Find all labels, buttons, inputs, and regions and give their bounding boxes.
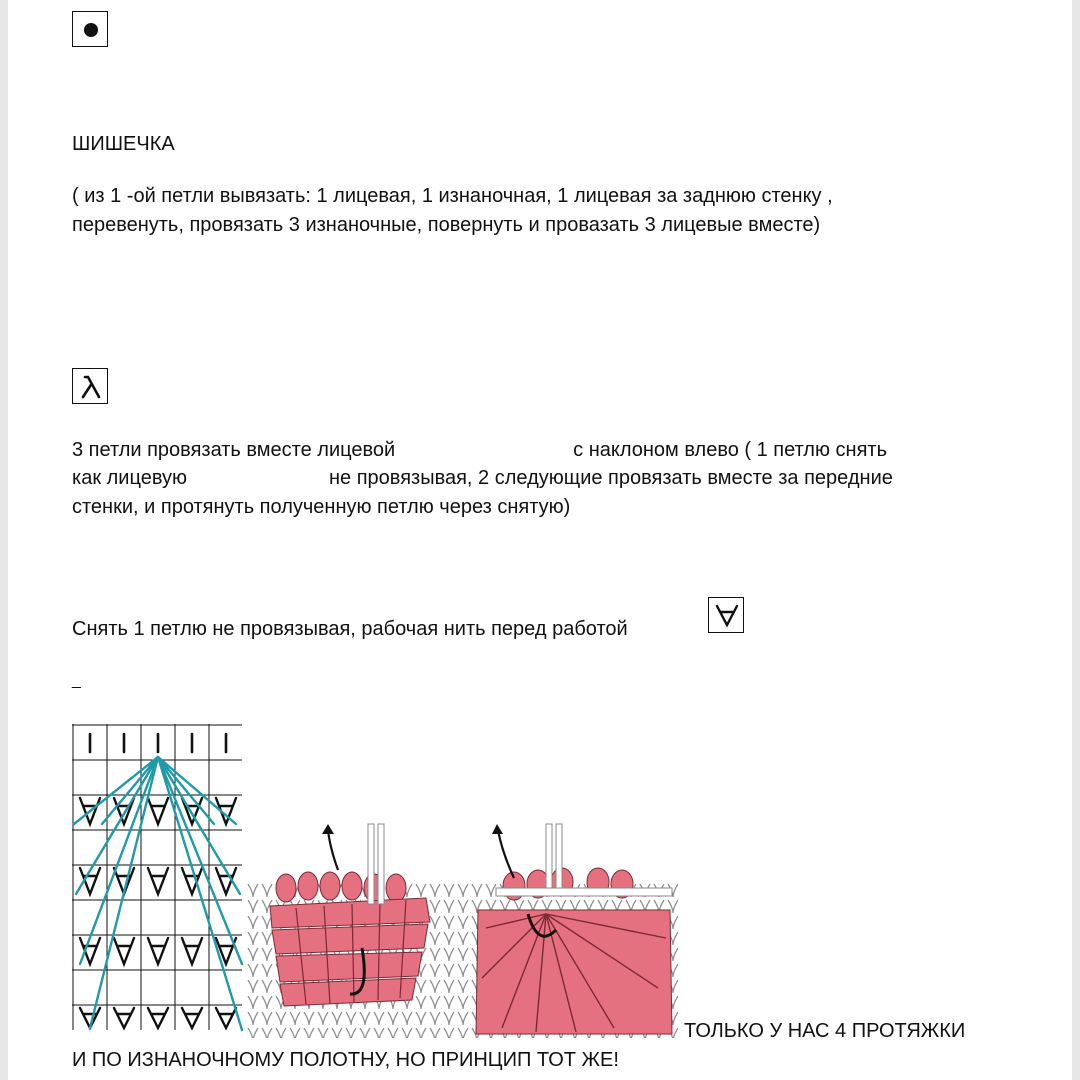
filled-circle-icon xyxy=(73,12,109,48)
bobble-description-line-2: перевенуть, провязать 3 изнаночные, повернуть и провазать 3 лицевые вместе) xyxy=(72,214,821,236)
caption-line-2: И ПО ИЗНАНОЧНОМУ ПОЛОТНУ, НО ПРИНЦИП ТОТ ЖЕ! xyxy=(72,1049,619,1071)
k3tog-symbol xyxy=(72,368,108,404)
k3tog-line-1-end: с наклоном влево ( 1 петлю снять xyxy=(573,439,887,461)
slip-stitch-text: Снять 1 петлю не провязывая, рабочая нить перед работой xyxy=(72,618,628,640)
knitting-stitch-illustration-icon xyxy=(246,818,678,1038)
lambda-icon xyxy=(73,369,109,405)
knitting-chart-grid-icon xyxy=(72,724,246,1034)
stray-dash: _ xyxy=(72,672,81,689)
k3tog-line-2-start: как лицевую xyxy=(72,467,187,489)
k3tog-line-1 xyxy=(72,436,887,465)
bobble-description-line-1: ( из 1 -ой петли вывязать: 1 лицевая, 1 изнаночная, 1 лицевая за заднюю стенку , xyxy=(72,185,833,207)
k3tog-line-2 xyxy=(72,464,893,493)
caption-line-1: ТОЛЬКО У НАС 4 ПРОТЯЖКИ xyxy=(684,1020,966,1042)
slip-stitch-forall-icon xyxy=(709,598,745,634)
k3tog-line-1-start: 3 петли провязать вместе лицевой xyxy=(72,439,396,461)
k3tog-line-2-end: не провязывая, 2 следующие провязать вместе за передние xyxy=(329,467,893,489)
bobble-symbol xyxy=(72,11,108,47)
slip-stitch-symbol xyxy=(708,597,744,633)
k3tog-line-3: стенки, и протянуть полученную петлю через снятую) xyxy=(72,496,571,518)
bobble-title: ШИШЕЧКА xyxy=(72,133,175,155)
